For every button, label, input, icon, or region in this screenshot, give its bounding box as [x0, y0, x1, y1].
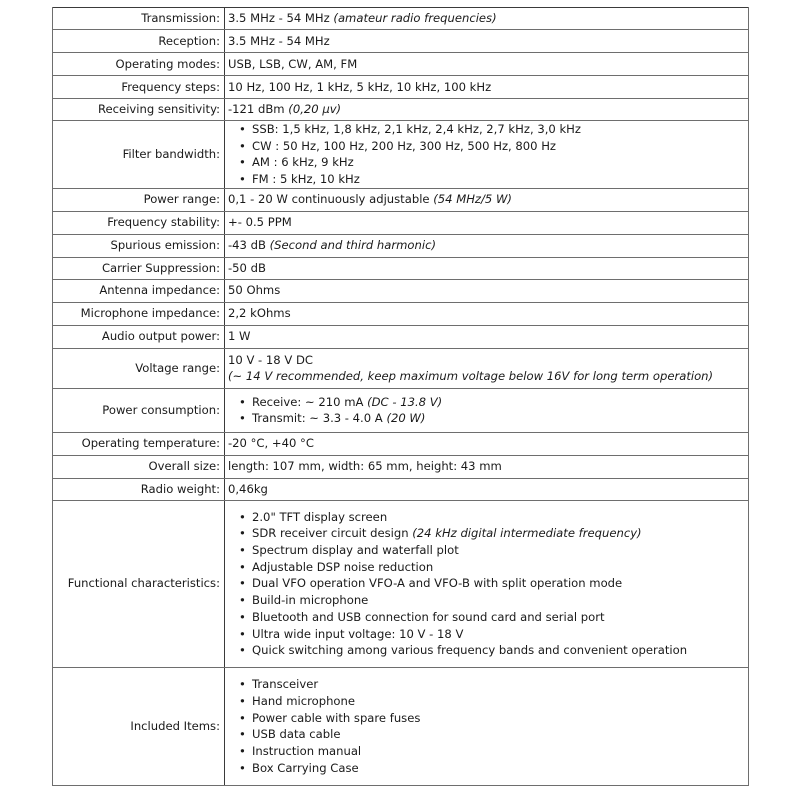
spec-row	[53, 30, 749, 53]
spec-label: Power consumption:	[53, 388, 225, 432]
spec-bullet-item	[252, 642, 745, 659]
spec-value-text: 10 V - 18 V DC	[228, 352, 314, 367]
spec-value-text: 10 Hz, 100 Hz, 1 kHz, 5 kHz, 10 kHz, 100 kHz	[228, 79, 492, 94]
spec-value-note: (DC - 13.8 V)	[367, 394, 443, 409]
spec-value	[225, 234, 749, 257]
spec-value-text: Instruction manual	[252, 744, 362, 759]
spec-row	[53, 478, 749, 500]
spec-value-text: -50 dB	[228, 260, 266, 275]
spec-bullet-item	[252, 509, 745, 526]
spec-label: Operating modes:	[53, 53, 225, 76]
spec-value-text: Transmit: ~ 3.3 - 4.0 A	[252, 411, 383, 426]
spec-label: Filter bandwidth:	[53, 121, 225, 189]
spec-value-text: length: 107 mm, width: 65 mm, height: 43 mm	[228, 459, 502, 474]
spec-value-note: (20 W)	[386, 411, 426, 426]
spec-value	[225, 348, 749, 388]
spec-row	[53, 279, 749, 302]
spec-value	[225, 53, 749, 76]
spec-bullet-item	[252, 676, 745, 693]
spec-value-text: AM : 6 kHz, 9 kHz	[252, 155, 354, 170]
spec-value-text: Transceiver	[252, 677, 319, 692]
spec-row	[53, 121, 749, 189]
spec-row	[53, 348, 749, 388]
spec-bullet-item	[252, 394, 745, 411]
spec-value-text: FM : 5 kHz, 10 kHz	[252, 172, 360, 187]
spec-value	[225, 8, 749, 30]
spec-row	[53, 99, 749, 121]
spec-bullet-item	[252, 121, 745, 138]
spec-value	[225, 76, 749, 99]
spec-value-line	[228, 368, 745, 385]
spec-value-text: Bluetooth and USB connection for sound card and serial port	[252, 609, 605, 624]
spec-value-text: Receive: ~ 210 mA	[252, 394, 364, 409]
spec-bullet-item	[252, 171, 745, 188]
spec-value-text: Hand microphone	[252, 693, 355, 708]
spec-value-text: Power cable with spare fuses	[252, 710, 421, 725]
spec-value-text: CW : 50 Hz, 100 Hz, 200 Hz, 300 Hz, 500 Hz, 800 Hz	[252, 138, 557, 153]
spec-row	[53, 455, 749, 478]
spec-bullet-item	[252, 575, 745, 592]
spec-value-text: Adjustable DSP noise reduction	[252, 559, 434, 574]
spec-value-note: (~ 14 V recommended, keep maximum voltage below 16V for long term operation)	[228, 369, 714, 384]
spec-value	[225, 211, 749, 234]
spec-row	[53, 53, 749, 76]
spec-value-note: (0,20 μv)	[288, 102, 342, 117]
spec-bullet-item	[252, 138, 745, 155]
spec-label: Power range:	[53, 188, 225, 211]
spec-value-text: Box Carrying Case	[252, 760, 359, 775]
spec-value-text: -43 dB	[228, 238, 266, 253]
spec-value	[225, 279, 749, 302]
spec-value-note: (amateur radio frequencies)	[333, 11, 497, 26]
spec-value-text: Build-in microphone	[252, 593, 369, 608]
spec-bullet-item	[252, 559, 745, 576]
spec-bullet-list	[228, 509, 745, 659]
spec-label: Receiving sensitivity:	[53, 99, 225, 121]
spec-label: Operating temperature:	[53, 432, 225, 455]
spec-label: Radio weight:	[53, 478, 225, 500]
spec-value-text: +- 0.5 PPM	[228, 215, 292, 230]
spec-bullet-item	[252, 154, 745, 171]
spec-value	[225, 30, 749, 53]
spec-label: Transmission:	[53, 8, 225, 30]
spec-row	[53, 76, 749, 99]
spec-value-note: (24 kHz digital intermediate frequency)	[412, 526, 642, 541]
spec-bullet-item	[252, 743, 745, 760]
spec-row	[53, 500, 749, 667]
spec-bullet-item	[252, 609, 745, 626]
spec-value-text: Quick switching among various frequency bands and convenient operation	[252, 643, 688, 658]
spec-value-text: SSB: 1,5 kHz, 1,8 kHz, 2,1 kHz, 2,4 kHz, 2,7 kHz, 3,0 kHz	[252, 122, 581, 136]
spec-bullet-list	[228, 121, 745, 188]
spec-value	[225, 257, 749, 279]
spec-value-line	[228, 352, 745, 369]
spec-bullet-item	[252, 592, 745, 609]
spec-value-text: 1 W	[228, 329, 251, 344]
spec-value-text: 50 Ohms	[228, 283, 281, 298]
spec-value-text: -121 dBm	[228, 102, 285, 117]
spec-label: Voltage range:	[53, 348, 225, 388]
spec-value	[225, 325, 749, 348]
spec-value	[225, 478, 749, 500]
spec-value	[225, 432, 749, 455]
spec-row	[53, 211, 749, 234]
spec-value-text: USB data cable	[252, 727, 341, 742]
spec-bullet-list	[228, 394, 745, 427]
spec-value-text: 2,2 kOhms	[228, 306, 291, 321]
spec-value	[225, 188, 749, 211]
spec-value-text: -20 °C, +40 °C	[228, 436, 314, 451]
spec-row	[53, 188, 749, 211]
spec-value-text: 2.0" TFT display screen	[252, 509, 388, 524]
spec-label: Spurious emission:	[53, 234, 225, 257]
spec-value-text: SDR receiver circuit design	[252, 526, 409, 541]
spec-row	[53, 8, 749, 30]
spec-row	[53, 234, 749, 257]
spec-label: Antenna impedance:	[53, 279, 225, 302]
spec-label: Audio output power:	[53, 325, 225, 348]
spec-value-note: (Second and third harmonic)	[269, 238, 436, 253]
spec-value	[225, 99, 749, 121]
spec-value-text: Ultra wide input voltage: 10 V - 18 V	[252, 626, 464, 641]
spec-bullet-list	[228, 676, 745, 776]
spec-label: Reception:	[53, 30, 225, 53]
spec-value-text: 3.5 MHz - 54 MHz	[228, 33, 330, 48]
spec-value	[225, 455, 749, 478]
spec-value-text: Spectrum display and waterfall plot	[252, 543, 459, 558]
spec-label: Frequency stability:	[53, 211, 225, 234]
spec-label: Overall size:	[53, 455, 225, 478]
spec-bullet-item	[252, 726, 745, 743]
spec-value	[225, 667, 749, 785]
spec-bullet-item	[252, 410, 745, 427]
spec-value-text: 0,1 - 20 W continuously adjustable	[228, 192, 430, 207]
spec-value	[225, 121, 749, 189]
spec-value	[225, 302, 749, 325]
spec-label: Functional characteristics:	[53, 500, 225, 667]
spec-bullet-item	[252, 626, 745, 643]
spec-row	[53, 388, 749, 432]
spec-row	[53, 302, 749, 325]
spec-row	[53, 325, 749, 348]
spec-value-text: USB, LSB, CW, AM, FM	[228, 56, 358, 71]
spec-value-text: 0,46kg	[228, 481, 268, 496]
spec-table-body	[53, 8, 749, 786]
spec-bullet-item	[252, 542, 745, 559]
spec-label: Frequency steps:	[53, 76, 225, 99]
spec-label: Included Items:	[53, 667, 225, 785]
spec-row	[53, 432, 749, 455]
spec-bullet-item	[252, 710, 745, 727]
spec-table	[52, 7, 749, 786]
spec-label: Carrier Suppression:	[53, 257, 225, 279]
spec-value	[225, 500, 749, 667]
spec-row	[53, 667, 749, 785]
spec-value-text: 3.5 MHz - 54 MHz	[228, 11, 330, 26]
spec-bullet-item	[252, 760, 745, 777]
spec-value-text: Dual VFO operation VFO-A and VFO-B with split operation mode	[252, 576, 623, 591]
spec-bullet-item	[252, 525, 745, 542]
spec-value-note: (54 MHz/5 W)	[433, 192, 512, 207]
spec-bullet-item	[252, 693, 745, 710]
spec-label: Microphone impedance:	[53, 302, 225, 325]
spec-value	[225, 388, 749, 432]
spec-row	[53, 257, 749, 279]
